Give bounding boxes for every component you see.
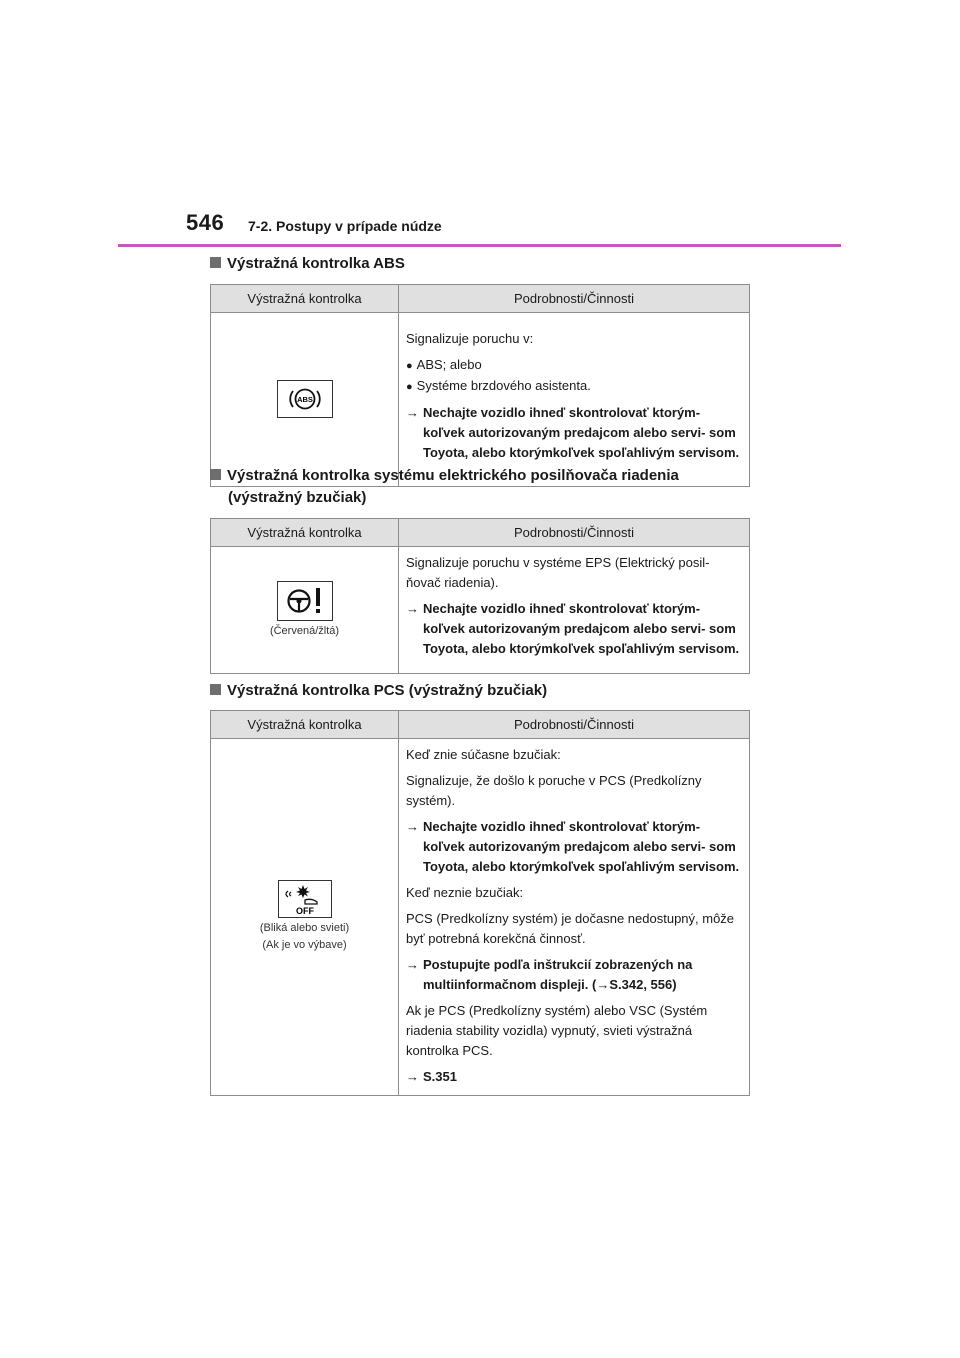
pcs-off-warning-icon [278, 880, 332, 918]
table-row [211, 547, 750, 674]
table-header-row [211, 711, 750, 739]
chapter-title: 7-2. Postupy v prípade núdze [248, 218, 442, 234]
header-divider [118, 244, 841, 247]
arrow-icon: → [406, 957, 419, 972]
action-item [406, 403, 741, 463]
square-bullet-icon [210, 684, 221, 695]
action-item [406, 1067, 741, 1087]
square-bullet-icon [210, 257, 221, 268]
eps-warning-table [210, 518, 750, 674]
light-cell [211, 313, 399, 487]
list-item: ● Systéme brzdového asistenta. [406, 376, 741, 397]
page-reference: S.351 [423, 1069, 457, 1084]
section-heading-eps: Výstražná kontrolka systému elektrického posilňovača riadenia (výstražný bzučiak) [210, 465, 770, 509]
square-bullet-icon [210, 469, 221, 480]
light-cell [211, 739, 399, 1096]
description-text: Signalizuje poruchu v systéme EPS (Elektrický posil- ňovač riadenia). [406, 555, 710, 590]
action-text: Nechajte vozidlo ihneď skontrolovať ktorým- koľvek autorizovaným predajcom alebo servi- som Toyota, alebo ktorýmkoľvek spoľahlivým servisom. [423, 601, 740, 656]
action-text: Nechajte vozidlo ihneď skontrolovať ktorým- koľvek autorizovaným predajcom alebo servi- som Toyota, alebo ktorýmkoľvek spoľahlivým servisom. [423, 819, 740, 874]
description-text: Signalizuje poruchu v: [406, 330, 534, 346]
pcs-warning-table [210, 710, 750, 1096]
col-header-light: Výstražná kontrolka [211, 285, 399, 313]
arrow-icon: → [406, 601, 419, 616]
col-header-details: Podrobnosti/Činnosti [399, 711, 750, 739]
section-heading-abs: Výstražná kontrolka ABS [210, 253, 770, 275]
arrow-icon: → [406, 819, 419, 834]
light-cell [211, 547, 399, 674]
table-row [211, 313, 750, 487]
details-cell [399, 313, 750, 487]
page-number: 546 [186, 210, 225, 235]
equipment-caption: (Ak je vo výbave) [262, 939, 347, 951]
action-text: Nechajte vozidlo ihneď skontrolovať ktorým- koľvek autorizovaným predajcom alebo servi- som Toyota, alebo ktorýmkoľvek spoľahlivým servisom. [423, 404, 740, 460]
arrow-icon: → [406, 404, 419, 420]
action-text: Postupujte podľa inštrukcií zobrazených na multiinformačnom displeji. (→S.342, 556) [423, 957, 693, 992]
svg-text:ABS: ABS [296, 394, 313, 404]
col-header-details: Podrobnosti/Činnosti [399, 519, 750, 547]
condition-text: Keď neznie bzučiak: [406, 885, 524, 900]
abs-warning-table [210, 284, 750, 487]
action-item [406, 955, 741, 995]
svg-text:OFF: OFF [295, 906, 314, 916]
page-header [186, 212, 841, 246]
description-text: Ak je PCS (Predkolízny systém) alebo VSC (Systém riadenia stability vozidla) vypnutý, svieti výstražná kontrolka PCS. [406, 1003, 708, 1058]
eps-steering-warning-icon [277, 581, 333, 621]
arrow-icon: → [406, 1069, 419, 1084]
action-item [406, 817, 741, 877]
table-row [211, 739, 750, 1096]
description-text: Signalizuje, že došlo k poruche v PCS (Predkolízny systém). [406, 773, 702, 808]
details-cell [399, 739, 750, 1096]
action-item [406, 599, 741, 659]
col-header-light: Výstražná kontrolka [211, 711, 399, 739]
table-header-row [211, 519, 750, 547]
abs-warning-icon [277, 380, 333, 418]
table-header-row [211, 285, 750, 313]
col-header-light: Výstražná kontrolka [211, 519, 399, 547]
section-heading-pcs: Výstražná kontrolka PCS (výstražný bzučiak) [210, 680, 770, 702]
col-header-details: Podrobnosti/Činnosti [399, 285, 750, 313]
details-cell [399, 547, 750, 674]
condition-text: Keď znie súčasne bzučiak: [406, 747, 561, 762]
description-text: PCS (Predkolízny systém) je dočasne nedostupný, môže byť potrebná korekčná činnosť. [406, 911, 735, 946]
status-caption: (Bliká alebo svieti) [259, 922, 350, 934]
color-caption: (Červená/žltá) [269, 624, 340, 637]
list-item: ● ABS; alebo [406, 355, 741, 376]
